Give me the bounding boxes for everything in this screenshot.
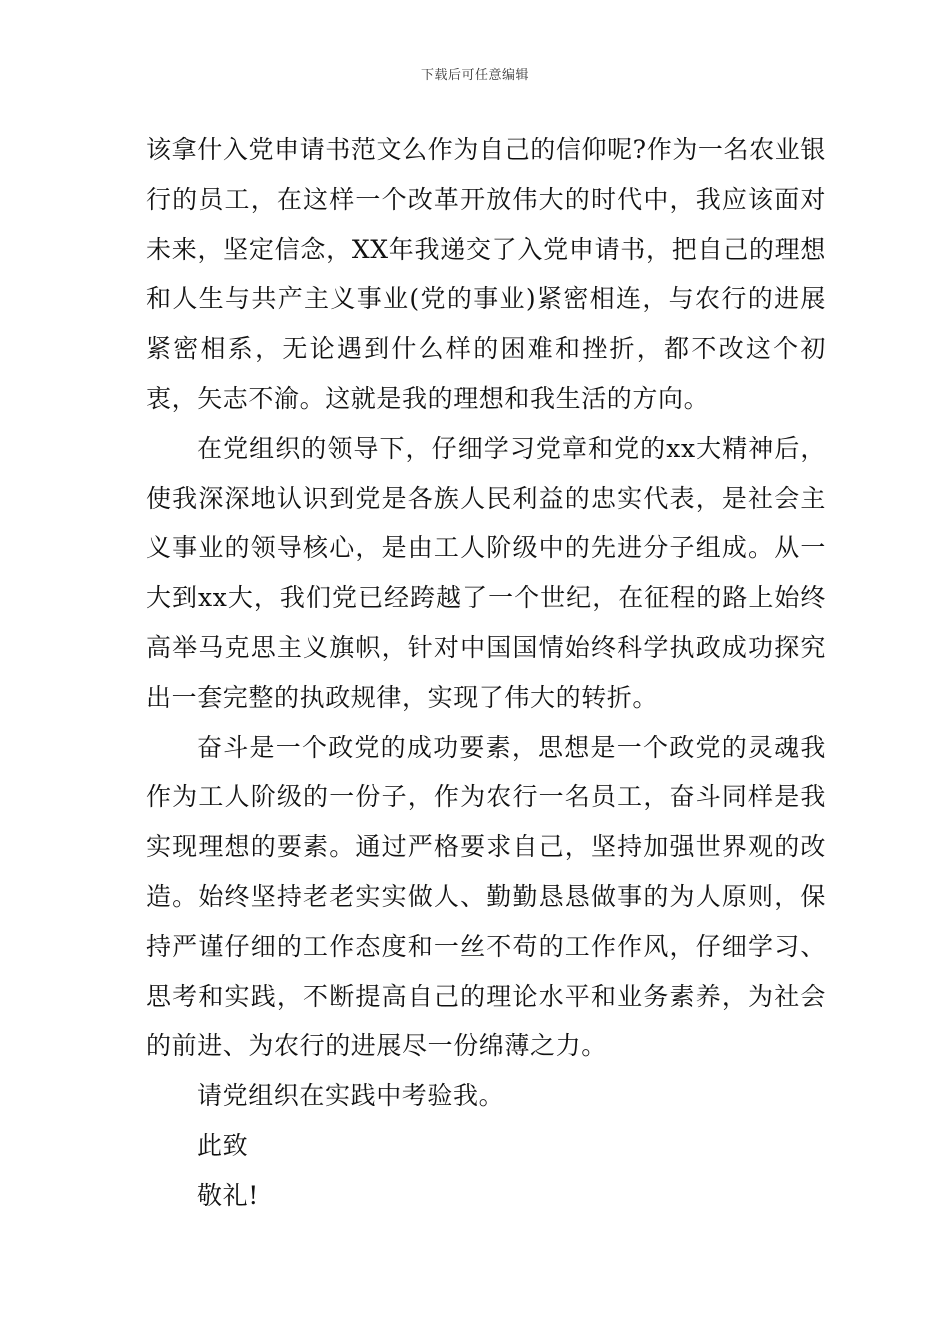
page-header: 下载后可任意编辑 bbox=[420, 68, 529, 83]
salutation-cizhi: 此致 bbox=[197, 1130, 249, 1160]
salutation-jingli: 敬礼! bbox=[197, 1180, 259, 1210]
closing-request: 请党组织在实践中考验我。 bbox=[197, 1081, 505, 1111]
document-body bbox=[146, 125, 826, 1221]
paragraph-2: 在党组织的领导下，仔细学习党章和党的xx大精神后，使我深深地认识到党是各族人民利益的忠实代表，是社会主义事业的领导核心，是由工人阶级中的先进分子组成。从一大到xx大，我们党已经跨越了一个世纪，在征程的路上始终高举马克思主义旗帜，针对中国国情始终科学执政成功探究出一套完整的执政规律，实现了伟大的转折。 bbox=[146, 433, 826, 712]
paragraph-1: 该拿什入党申请书范文么作为自己的信仰呢?作为一名农业银行的员工，在这样一个改革开放伟大的时代中，我应该面对未来，坚定信念，XX年我递交了入党申请书，把自己的理想和人生与共产主义事业(党的事业)紧密相连，与农行的进展紧密相系，无论遇到什么样的困难和挫折，都不改这个初衷，矢志不渝。这就是我的理想和我生活的方向。 bbox=[146, 135, 826, 413]
paragraph-3: 奋斗是一个政党的成功要素，思想是一个政党的灵魂我作为工人阶级的一份子，作为农行一名员工，奋斗同样是我实现理想的要素。通过严格要求自己，坚持加强世界观的改造。始终坚持老老实实做人、勤勤恳恳做事的为人原则，保持严谨仔细的工作态度和一丝不苟的工作作风，仔细学习、思考和实践，不断提高自己的理论水平和业务素养，为社会的前进、为农行的进展尽一份绵薄之力。 bbox=[146, 732, 826, 1061]
